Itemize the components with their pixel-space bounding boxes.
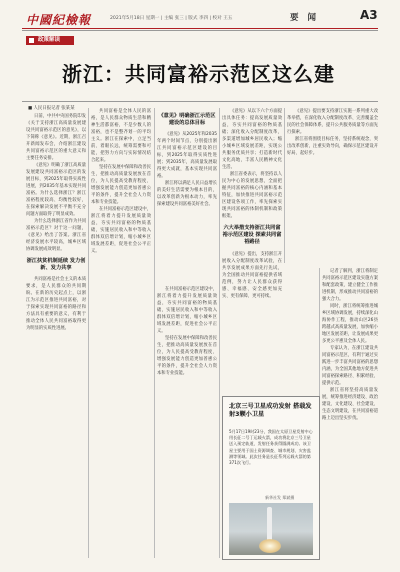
article-column-6: [322, 268, 378, 558]
article-column-1: [26, 113, 86, 558]
byline: ■ 人民日报记者 张某某: [28, 106, 75, 111]
article-column-4: [222, 108, 282, 393]
newspaper-logo: 中國紀檢報: [26, 13, 92, 27]
paragraph: 浙江省委表示，将坚持以人民为中心的发展思想，全面把握共同富裕的核心内涵和基本特征，加快推进共同富裕示范区建设各项工作，率先探索实现共同富裕的体制机制和政策框架。: [222, 172, 282, 219]
subheading: 《意见》明确浙江示范区建设的总体目标: [158, 113, 216, 127]
paragraph: 专家认为，在浙江建设共同富裕示范区，有利于通过实践进一步丰富共同富裕的思想内涵，为全国其他地方促进共同富裕探索路径、积累经验、提供示范。: [322, 346, 378, 386]
paragraph: 在共同富裕示范区建设中，浙江将着力提升发展质量效益，夯实共同富裕的物质基础，实施居民收入和中等收入群体双倍增计划，缩小城乡区域发展差距，促进社会公平正义。: [91, 207, 151, 254]
column-divider: [219, 108, 220, 558]
headline: 浙江：共同富裕示范区这么建: [62, 62, 335, 86]
column-divider: [88, 108, 89, 558]
top-rule: [22, 28, 378, 29]
paragraph: 《意见》从以下六个方面提出具体任务：提高发展质量效益，夯实共同富裕的物质基础；深化收入分配制度改革，多渠道增加城乡居民收入；缩小城乡区域发展差距，实现公共服务优质共享；打造新时代文化高地，丰富人民精神文化生活。: [222, 109, 282, 170]
article-column-3b: [157, 286, 217, 558]
paragraph: 日前，中共中央国务院印发《关于支持浙江高质量发展建设共同富裕示范区的意见》，以下简称《意见》。近期，浙江召开新闻发布会，介绍浙江建设共同富裕示范区的重大意义和主要任务安排。: [26, 114, 86, 161]
column-divider: [154, 108, 155, 558]
photo-caption: 5月17日19时23分，我国在太原卫星发射中心用长征二号丁运载火箭，成功将北京三号卫星送入预定轨道，发射任务获得圆满成功。该卫星主要用于国土资源调查、城市规划、灾害监测等领域。此次任务是长征系列运载火箭的第371次飞行。: [229, 429, 313, 466]
rocket-launch-photo: [229, 503, 313, 555]
paragraph: 《意见》提出要支持浙江实施一系列重大改革举措，在深化收入分配制度改革、完善覆盖全民的社会保障体系、提升公共服务质量等方面先行探索。: [287, 109, 378, 135]
article-column-3: [157, 108, 217, 283]
paragraph: 《意见》明确了浙江高质量发展建设共同富裕示范区的发展目标，到2025年取得实质性进展，到2035年基本实现共同富裕。为什么选择浙江？浙江富裕程度较高、均衡性较好，在探索解决发展不平衡不充分问题方面取得了明显成效。: [26, 163, 86, 217]
section-name: 要 闻: [290, 13, 319, 23]
paragraph: 浙江省将坚持高质量发展，统筹推进经济建设、政治建设、文化建设、社会建设、生态文明建设，在共同富裕道路上迈出坚实步伐。: [322, 388, 378, 421]
top-rule-thin: [22, 30, 378, 31]
dateline: 2021年5月18日 星期一 | 主编 张三 | 版式 李四 | 校对 王五: [110, 16, 233, 21]
photo-news-title: 北京三号卫星成功发射 搭载发射3颗小卫星: [229, 403, 312, 418]
headline-rule: [22, 101, 378, 102]
launch-plume: [259, 539, 281, 553]
column-divider: [284, 108, 285, 263]
paragraph: 同时，浙江将统筹推进城乡区域协调发展，持续深化山海协作工程，推动山区26县跨越式高质量发展，加快缩小地区发展差距，让发展成果更多更公平惠及全体人民。: [322, 304, 378, 344]
paragraph: 共同富裕是全体人民的富裕，是人民群众物质生活和精神生活都富裕，不是少数人的富裕，也不是整齐划一的平均主义。浙江在探索中，立足当前、着眼长远，统筹需要和可能，把努力方向与实际情况结合起来。: [91, 109, 151, 163]
article-column-5: [287, 108, 378, 263]
paragraph: 浙江省将围绕目标任务，坚持系统观念，突出改革创新，注重实效导向，确保示范区建设开好局、起好步。: [287, 137, 378, 156]
square-bullet-icon: [29, 38, 34, 43]
paragraph: 记者了解到，浙江将制定共同富裕示范区建设实施方案和配套政策，建立健全工作推进机制，形成推动共同富裕的强大合力。: [322, 269, 378, 302]
photo-credit: 新华社发 郑斌摄: [265, 495, 295, 500]
rocket-icon: [267, 507, 272, 541]
kicker-label: 政策解读: [38, 37, 61, 43]
article-column-2: [91, 108, 151, 558]
kicker-badge: [26, 36, 74, 45]
paragraph: 《意见》从2025年和2035年两个时间节点，分别提出浙江共同富裕示范区建设的目标，到2025年取得实质性进展；到2035年，高质量发展取得更大成就，基本实现共同富裕。: [157, 132, 217, 180]
paragraph: 为什么选择浙江省作为共同富裕示范区？对于这一问题，《意见》给出了答案。浙江省经济发展水平较高，城乡区域协调发展成效明显。: [26, 219, 86, 252]
paragraph: 《意见》提出，支持浙江开展收入分配制度改革试验，在共享发展成果方面先行先试，为全国推动共同富裕提供省域范例，努力让人民群众获得感、幸福感、安全感更加充实、更有保障、更可持续。: [222, 251, 282, 299]
paragraph: 浙江将以满足人民日益增长的美好生活需要为根本目的，以改革创新为根本动力，率先探索建设共同富裕美好社会。: [157, 181, 217, 208]
subheading: 浙江扶贫机制延续 发力创新、发力共享: [26, 258, 86, 272]
paragraph: 在共同富裕示范区建设中，浙江将着力提升发展质量效益，夯实共同富裕的物质基础，实施居民收入和中等收入群体双倍增计划，缩小城乡区域发展差距，促进社会公平正义。: [157, 287, 217, 334]
subheading: 六大举措支持浙江共同富裕示范区建设 探索共同富裕路径: [222, 225, 282, 246]
paragraph: 坚持在发展中保障和改善民生，把推动高质量发展放在首位，为人民提高受教育程度、增强发展能力创造更加普惠公平的条件，提升全社会人力资本和专业技能。: [157, 336, 217, 376]
paragraph: 坚持在发展中保障和改善民生，把推动高质量发展放在首位，为人民提高受教育程度、增强发展能力创造更加普惠公平的条件，提升全社会人力资本和专业技能。: [91, 165, 151, 205]
paragraph: 共同富裕是社会主义的本质要求，是人民群众的共同期盼。在新的历史起点上，以浙江为示范区推进共同富裕，对于探索实现共同富裕的路径和方法具有重要的意义，有利于推动全体人民共同富裕取得更为明显的实质性进展。: [26, 277, 86, 332]
photo-news-box: [222, 396, 320, 560]
page-number: A3: [360, 8, 378, 22]
